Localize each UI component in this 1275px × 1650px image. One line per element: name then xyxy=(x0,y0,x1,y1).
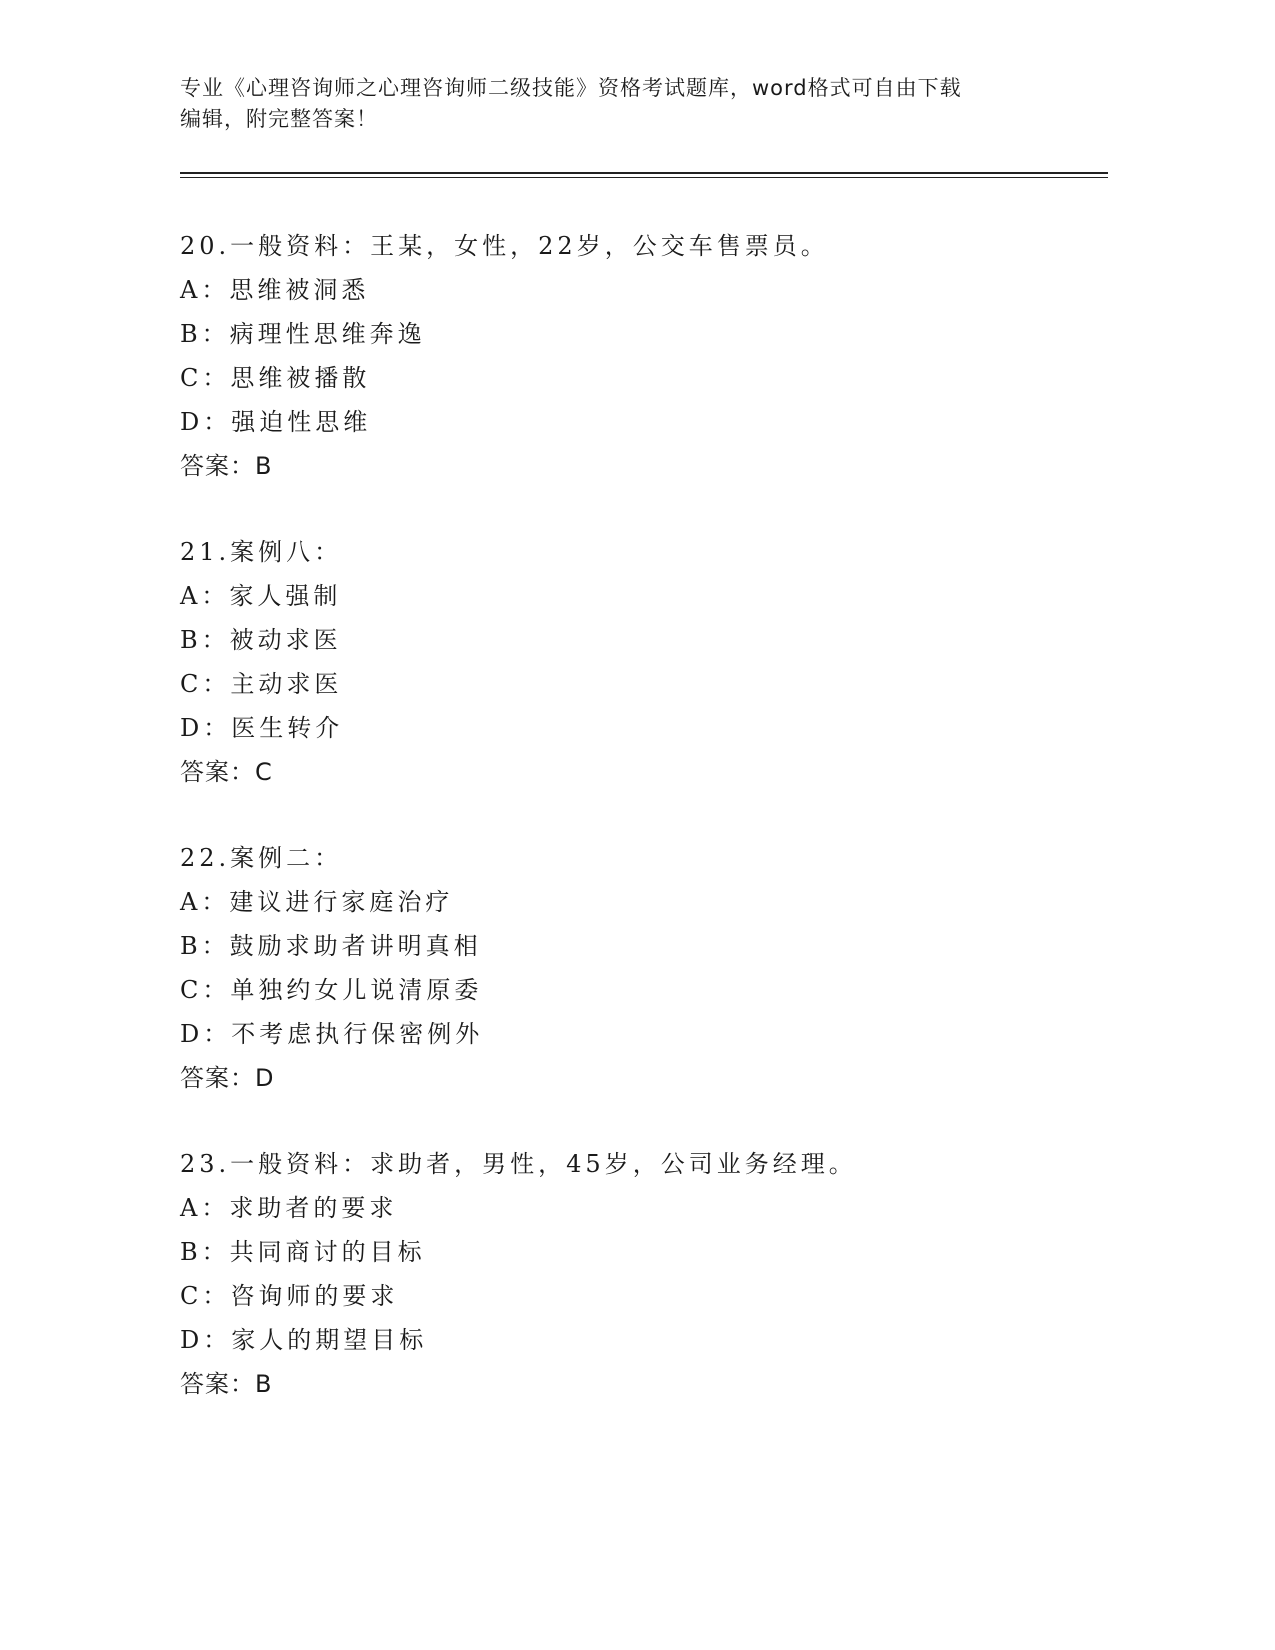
question-stem: 21.案例八： xyxy=(180,538,343,566)
header-line-2: 编辑，附完整答案！ xyxy=(180,107,378,131)
option-a: A：建议进行家庭治疗 xyxy=(180,888,454,916)
answer: 答案：D xyxy=(180,1064,275,1092)
option-b: B：共同商讨的目标 xyxy=(180,1238,426,1266)
option-a: A：家人强制 xyxy=(180,582,342,610)
option-b: B：被动求医 xyxy=(180,626,342,654)
option-d: D：家人的期望目标 xyxy=(180,1326,428,1354)
option-c: C：咨询师的要求 xyxy=(180,1282,399,1310)
question-list xyxy=(180,227,1100,1451)
document-header xyxy=(180,73,1040,135)
header-divider-thick xyxy=(180,172,1108,174)
option-d: D：不考虑执行保密例外 xyxy=(180,1020,484,1048)
option-c: C：主动求医 xyxy=(180,670,343,698)
question-22 xyxy=(180,839,1100,1103)
option-b: B：鼓励求助者讲明真相 xyxy=(180,932,482,960)
question-21 xyxy=(180,533,1100,797)
option-a: A：思维被洞悉 xyxy=(180,276,370,304)
option-d: D：医生转介 xyxy=(180,714,344,742)
question-stem: 20.一般资料：王某，女性，22岁，公交车售票员。 xyxy=(180,232,829,260)
question-stem: 23.一般资料：求助者，男性，45岁，公司业务经理。 xyxy=(180,1150,857,1178)
question-23 xyxy=(180,1145,1100,1409)
option-c: C：思维被播散 xyxy=(180,364,371,392)
option-a: A：求助者的要求 xyxy=(180,1194,398,1222)
header-line-1: 专业《心理咨询师之心理咨询师二级技能》资格考试题库，word格式可自由下载 xyxy=(180,76,962,100)
question-20 xyxy=(180,227,1100,491)
option-b: B：病理性思维奔逸 xyxy=(180,320,426,348)
option-c: C：单独约女儿说清原委 xyxy=(180,976,483,1004)
answer: 答案：B xyxy=(180,1370,273,1398)
answer: 答案：C xyxy=(180,758,273,786)
question-stem: 22.案例二： xyxy=(180,844,343,872)
option-d: D：强迫性思维 xyxy=(180,408,372,436)
header-divider-thin xyxy=(180,177,1108,178)
answer: 答案：B xyxy=(180,452,273,480)
